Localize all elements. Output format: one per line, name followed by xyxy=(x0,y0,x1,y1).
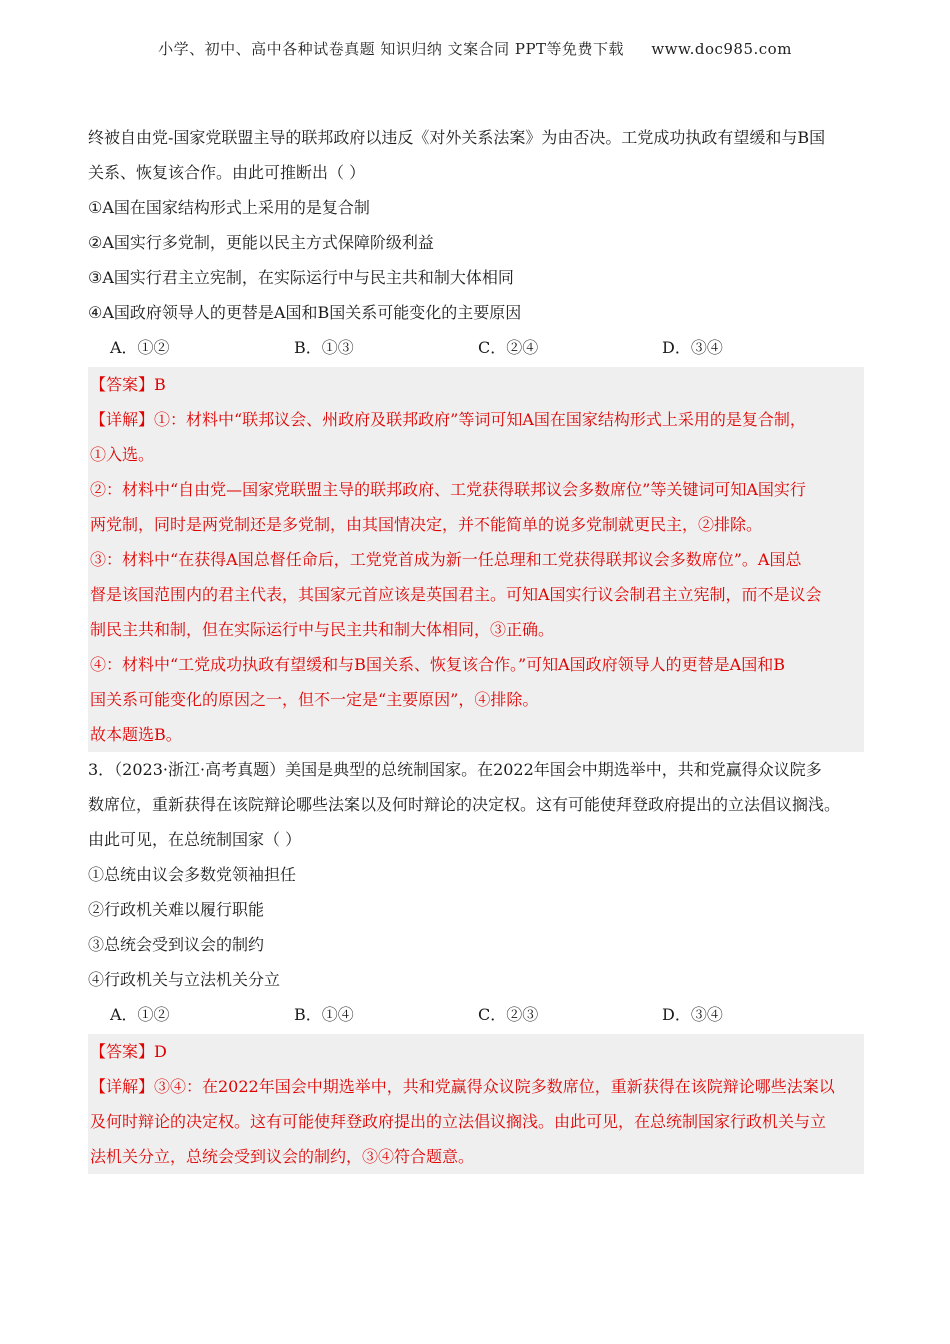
answer-label: 【答案】D xyxy=(90,1042,167,1061)
option-a: A．①② xyxy=(110,338,170,357)
explanation-line: 两党制，同时是两党制还是多党制，由其国情决定，并不能简单的说多党制就更民主，②排除。 xyxy=(90,515,763,534)
question-stem-line: 关系、恢复该合作。由此可推断出（ ） xyxy=(88,163,366,182)
explanation-line: ③：材料中“在获得A国总督任命后，工党党首成为新一任总理和工党获得联邦议会多数席位”。A国总 xyxy=(90,550,802,569)
choice-options xyxy=(88,330,864,365)
header-text: 小学、初中、高中各种试卷真题 知识归纳 文案合同 PPT等免费下载 xyxy=(158,40,625,58)
statement: ④行政机关与立法机关分立 xyxy=(88,970,281,989)
question-stem-line: 3．（2023·浙江·高考真题）美国是典型的总统制国家。在2022年国会中期选举中，共和党赢得众议院多 xyxy=(88,760,822,779)
explanation-line: ②：材料中“自由党—国家党联盟主导的联邦政府、工党获得联邦议会多数席位”等关键词可知A国实行 xyxy=(90,480,806,499)
explanation-line: 【详解】①：材料中“联邦议会、州政府及联邦政府”等词可知A国在国家结构形式上采用的是复合制， xyxy=(90,410,806,429)
answer-section xyxy=(88,1034,864,1174)
question-stem-line: 终被自由党-国家党联盟主导的联邦政府以违反《对外关系法案》为由否决。工党成功执政有望缓和与B国 xyxy=(88,128,826,147)
option-b: B．①④ xyxy=(294,1005,354,1024)
option-c: C．②③ xyxy=(478,1005,539,1024)
statement: ①A国在国家结构形式上采用的是复合制 xyxy=(88,198,370,217)
header-site: www.doc985.com xyxy=(651,40,792,58)
explanation-line: ④：材料中“工党成功执政有望缓和与B国关系、恢复该合作。”可知A国政府领导人的更替是A国和B xyxy=(90,655,785,674)
option-a: A．①② xyxy=(110,1005,170,1024)
explanation-line: 【详解】③④：在2022年国会中期选举中，共和党赢得众议院多数席位，重新获得在该院辩论哪些法案以 xyxy=(90,1077,835,1096)
page-header xyxy=(0,38,950,59)
explanation-line: 故本题选B。 xyxy=(90,725,182,744)
answer-section xyxy=(88,367,864,752)
explanation-line: 及何时辩论的决定权。这有可能使拜登政府提出的立法倡议搁浅。由此可见，在总统制国家行政机关与立 xyxy=(90,1112,827,1131)
answer-label: 【答案】B xyxy=(90,375,166,394)
statement: ②行政机关难以履行职能 xyxy=(88,900,265,919)
option-d: D．③④ xyxy=(662,1005,723,1024)
question-3 xyxy=(88,752,864,1174)
explanation-line: ①入选。 xyxy=(90,445,155,464)
statement: ③总统会受到议会的制约 xyxy=(88,935,265,954)
statement: ①总统由议会多数党领袖担任 xyxy=(88,865,297,884)
statement: ③A国实行君主立宪制，在实际运行中与民主共和制大体相同 xyxy=(88,268,514,287)
question-stem-line: 由此可见，在总统制国家（ ） xyxy=(88,830,302,849)
explanation-line: 督是该国范围内的君主代表，其国家元首应该是英国君主。可知A国实行议会制君主立宪制，而不是议会 xyxy=(90,585,822,604)
statement: ②A国实行多党制，更能以民主方式保障阶级利益 xyxy=(88,233,434,252)
choice-options xyxy=(88,997,864,1032)
question-stem-line: 数席位，重新获得在该院辩论哪些法案以及何时辩论的决定权。这有可能使拜登政府提出的立法倡议搁浅。 xyxy=(88,795,841,814)
option-c: C．②④ xyxy=(478,338,539,357)
option-d: D．③④ xyxy=(662,338,723,357)
explanation-line: 国关系可能变化的原因之一，但不一定是“主要原因”，④排除。 xyxy=(90,690,539,709)
explanation-line: 法机关分立，总统会受到议会的制约，③④符合题意。 xyxy=(90,1147,475,1166)
question-2 xyxy=(88,120,864,752)
document-body xyxy=(88,120,864,1174)
option-b: B．①③ xyxy=(294,338,354,357)
explanation-line: 制民主共和制，但在实际运行中与民主共和制大体相同，③正确。 xyxy=(90,620,555,639)
statement: ④A国政府领导人的更替是A国和B国关系可能变化的主要原因 xyxy=(88,303,522,322)
